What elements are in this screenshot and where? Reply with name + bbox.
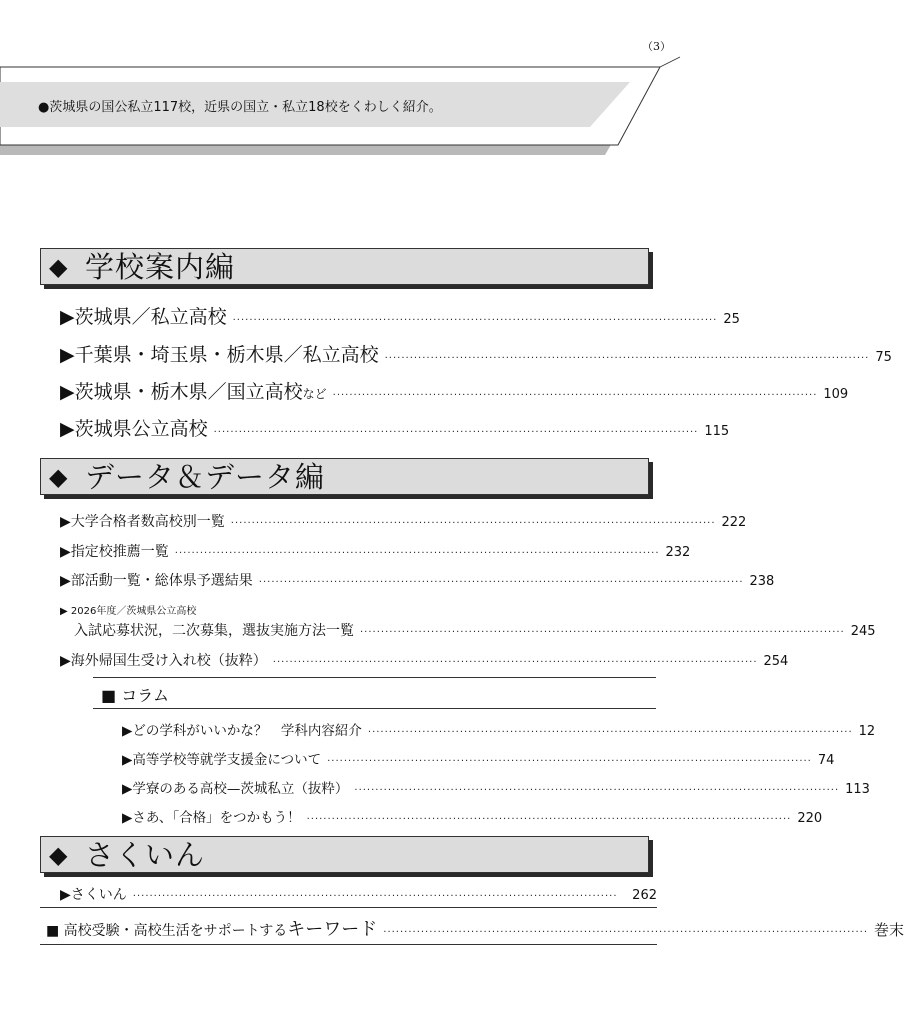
toc-item-label: ▶さくいん: [60, 887, 127, 903]
leader-dots: ····················································································································: [384, 353, 870, 364]
leader-dots: ····················································································································: [232, 315, 718, 326]
toc-item-suffix: など: [302, 387, 327, 401]
section-title: データ＆データ編: [85, 460, 326, 494]
toc-item-keyword[interactable]: [46, 915, 904, 941]
toc-item-label: ▶指定校推薦一覧: [60, 544, 169, 560]
section-header-school-guide: [40, 248, 649, 285]
toc-item-label: ▶どの学科がいいかな？ 学科内容紹介: [122, 723, 362, 739]
toc-item-national[interactable]: [60, 377, 849, 404]
toc-item-page: 238: [749, 574, 775, 589]
leader-dots: ····················································································································: [258, 577, 744, 588]
toc-item-page: 220: [797, 811, 823, 826]
leader-dots: ····················································································································: [213, 427, 699, 438]
toc-item-ibaraki-public[interactable]: [60, 414, 730, 441]
toc-item-label: ▶海外帰国生受け入れ校（抜粋）: [60, 653, 267, 669]
toc-item-label: ▶大学合格者数高校別一覧: [60, 514, 225, 530]
leader-dots: ····················································································································: [272, 657, 758, 668]
toc-item-index[interactable]: [60, 884, 657, 904]
toc-item-note: ▶ 2026年度／茨城県公立高校: [60, 606, 197, 617]
toc-item-label: ▶部活動一覧・総体県予選結果: [60, 573, 253, 589]
toc-item-column-subjects[interactable]: [122, 719, 876, 739]
toc-item-label: ▶千葉県・埼玉県・栃木県／私立高校: [60, 344, 379, 366]
diamond-icon: ◆: [49, 841, 68, 869]
toc-item-column-pass[interactable]: [122, 806, 823, 826]
leader-dots: ····················································································································: [174, 548, 660, 559]
toc-item-recommendation[interactable]: [60, 541, 691, 561]
toc-item-page: 74: [817, 753, 835, 768]
keyword-label-emphasis: キーワード: [287, 919, 378, 940]
toc-item-page: 222: [721, 515, 747, 530]
toc-item-label: ▶茨城県・栃木県／国立高校: [60, 381, 303, 403]
leader-dots: ····················································································································: [367, 727, 853, 738]
toc-item-ibaraki-private[interactable]: [60, 302, 740, 329]
toc-item-university[interactable]: [60, 511, 747, 531]
toc-item-neighbor-private[interactable]: [60, 340, 892, 367]
leader-dots: ····················································································································: [132, 891, 618, 902]
toc-item-page: 113: [845, 782, 870, 797]
toc-item-page: 232: [665, 545, 691, 560]
leader-dots: ····················································································································: [383, 927, 868, 938]
toc-item-label: ▶茨城県公立高校: [60, 418, 208, 440]
toc-item-returnee[interactable]: [60, 650, 789, 670]
keyword-rule: [40, 944, 657, 945]
leader-dots: ····················································································································: [360, 627, 845, 638]
leader-dots: ····················································································································: [354, 785, 840, 796]
diamond-icon: ◆: [49, 463, 68, 491]
toc-item-admission[interactable]: [74, 620, 876, 640]
toc-item-column-support[interactable]: [122, 748, 835, 768]
column-rule-top: [93, 677, 656, 678]
leader-dots: ····················································································································: [306, 814, 792, 825]
toc-item-club[interactable]: [60, 570, 775, 590]
toc-item-label: ▶茨城県／私立高校: [60, 306, 227, 328]
toc-item-label: ▶さあ、「合格」をつかもう！: [122, 810, 301, 826]
keyword-label-prefix: ■ 高校受験・高校生活をサポートする: [46, 923, 288, 939]
banner-text: ●茨城県の国公私立117校，近県の国立・私立18校をくわしく紹介。: [38, 100, 442, 115]
toc-item-page: 109: [823, 387, 849, 402]
column-header: ■ コラム: [101, 686, 170, 705]
toc-item-page: 巻末: [874, 921, 904, 939]
toc-item-page: 254: [763, 654, 789, 669]
toc-item-page: 25: [723, 312, 740, 327]
page-number: （3）: [642, 40, 671, 53]
leader-dots: ····················································································································: [230, 518, 716, 529]
leader-dots: ····················································································································: [327, 756, 812, 767]
toc-item-label: 入試応募状況，二次募集，選抜実施方法一覧: [74, 623, 354, 639]
diamond-icon: ◆: [49, 253, 68, 281]
column-rule-bottom: [93, 708, 656, 709]
index-rule: [40, 907, 657, 908]
toc-item-page: 115: [704, 424, 730, 439]
toc-item-page: 262: [632, 888, 657, 903]
section-header-data: [40, 458, 649, 495]
section-title: さくいん: [85, 838, 206, 872]
toc-item-label: ▶高等学校等就学支援金について: [122, 752, 322, 768]
section-header-index: [40, 836, 649, 873]
leader-dots: ····················································································································: [332, 390, 818, 401]
toc-item-page: 12: [858, 724, 876, 739]
toc-item-page: 75: [875, 350, 892, 365]
toc-item-page: 245: [850, 624, 876, 639]
section-title: 学校案内編: [85, 250, 236, 284]
toc-item-label: ▶学寮のある高校—茨城私立（抜粋）: [122, 781, 349, 797]
toc-item-column-dorm[interactable]: [122, 777, 870, 797]
